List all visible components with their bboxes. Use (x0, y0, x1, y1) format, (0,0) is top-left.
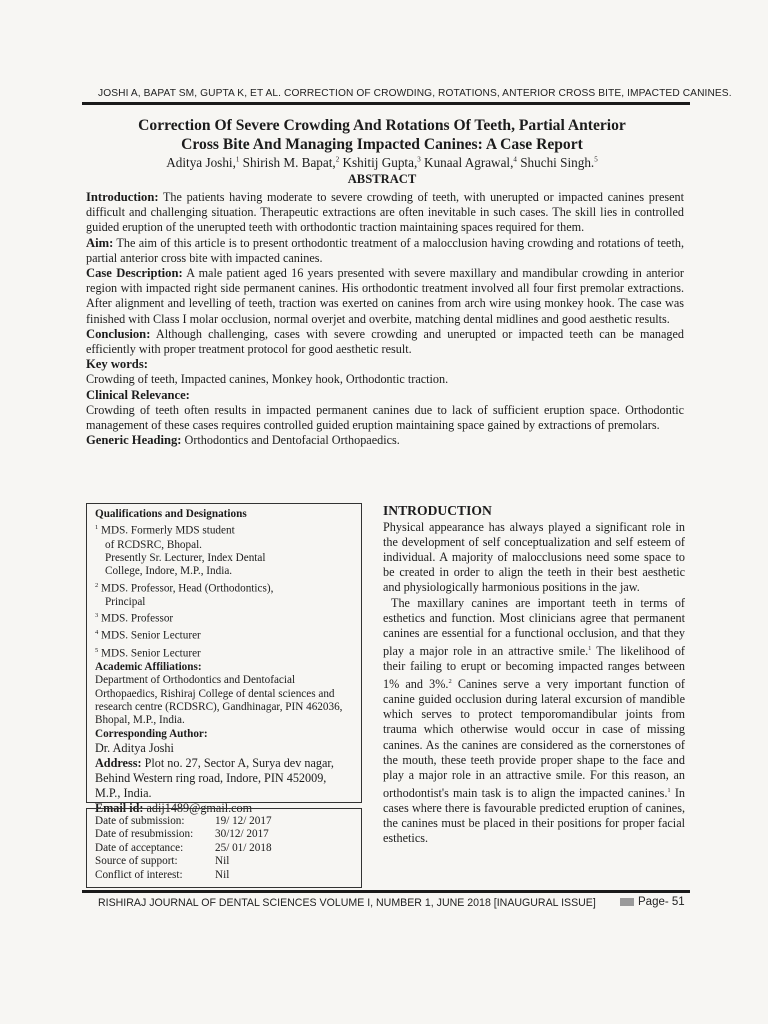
qual-sup: 2 (95, 581, 99, 589)
conclusion-label: Conclusion: (86, 326, 151, 341)
author-sup: 2 (335, 155, 340, 164)
generic-heading (86, 433, 684, 448)
qual-sup: 5 (95, 646, 99, 654)
intro-paragraph-2 (383, 596, 685, 847)
date-row (95, 815, 353, 828)
introduction-text: The patients having moderate to severe crowding of teeth, with unerupted or impacted canines present difficult and challenging situation. Therapeutic extractions are often inevitable in such cases. The skill lies in controlled guided eruption of the unerupted teeth with orthodontic traction maintaining spaces required for them. (86, 190, 684, 235)
dates-box (86, 808, 362, 888)
generic-label: Generic Heading: (86, 433, 182, 448)
conclusion-text: Although challenging, cases with severe crowding and unerupted or impacted teeth can be managed efficiently with proper treatment protocol for good aesthetic result. (86, 326, 684, 357)
author-sup: 3 (417, 155, 421, 164)
case-label: Case Description: (86, 266, 183, 281)
email-text[interactable]: adij1489@gmail.com (143, 801, 253, 816)
author-list (90, 155, 674, 171)
aim-text: The aim of this article is to present orthodontic treatment of a malocclusion having crowding and rotations of teeth, partial anterior cross bite with impacted canines. (86, 235, 684, 265)
date-value: Nil (215, 855, 230, 868)
date-row (95, 828, 353, 841)
citation-sup: 1 (588, 644, 592, 652)
keywords-label: Key words: (86, 357, 148, 372)
date-label: Date of resubmission: (95, 828, 194, 841)
qual-sup: 3 (95, 612, 99, 620)
qualification-1 (95, 521, 353, 538)
introduction-label: Introduction: (86, 190, 159, 204)
intro-text: The likelihood of their failing to erupt or becoming impacted ranges between 1% and 3%. (383, 643, 685, 692)
date-value: 30/12/ 2017 (215, 828, 269, 841)
citation-sup: 1 (667, 786, 671, 794)
address (95, 756, 353, 801)
date-label: Source of support: (95, 855, 178, 868)
author-name: Kshitij Gupta, (342, 155, 418, 170)
affiliations-text: Department of Orthodontics and Dentofacial Orthopaedics, Rishiraj College of dental sciences and research centre (RCDSRC), Gandhinagar, PIN 462036, Bhopal, M.P., India. (95, 674, 343, 727)
intro-paragraph-1: Physical appearance has always played a significant role in the development of self conceptualization and self esteem of individual. A majority of malocclusions need some space to be created in order to align the teeth in their best aesthetic and physiologically harmonious positions in the jaw. (383, 520, 685, 595)
qual-text: College, Indore, M.P., India. (105, 565, 233, 578)
intro-text: The maxillary canines are important teeth in terms of esthetics and function. Most clinicians agree that permanent canines are essential for a functional occlusion, and that they play a major role in an attractive smile. (383, 595, 685, 658)
abstract-introduction (86, 190, 684, 236)
corresponding-name: Dr. Aditya Joshi (95, 741, 174, 756)
clinical-text: Crowding of teeth often results in impacted permanent canines due to lack of sufficient eruption space. Orthodontic management of these cases requires controlled guided eruption maintaining space gained by extractions of premolars. (86, 402, 684, 433)
date-value: 25/ 01/ 2018 (215, 841, 272, 854)
author-name: Shirish M. Bapat, (242, 155, 336, 170)
date-label: Date of acceptance: (95, 841, 184, 854)
running-head: JOSHI A, BAPAT SM, GUPTA K, ET AL. CORRECTION OF CROWDING, ROTATIONS, ANTERIOR CROSS BITE, IMPACTED CANINES. (98, 88, 732, 99)
qual-text: Presently Sr. Lecturer, Index Dental (105, 551, 266, 564)
affiliations-heading: Academic Affiliations: (95, 660, 202, 673)
case-text: A male patient aged 16 years presented with severe maxillary and mandibular crowding in anterior region with impacted right side permanent canines. His orthodontic treatment involved all four first premolar extractions. After alignment and levelling of teeth, traction was exerted on canines from arch wire using monkey hook. The case was finished with Class I molar occlusion, normal overjet and overbite, matching dental midlines and good aesthetic results. (86, 266, 684, 326)
date-value: Nil (215, 868, 230, 881)
journal-footer: RISHIRAJ JOURNAL OF DENTAL SCIENCES VOLUME I, NUMBER 1, JUNE 2018 [INAUGURAL ISSUE] (98, 897, 596, 909)
intro-text: Canines serve a very important function of canine guided occlusion during lateral excursion of mandible which serves to protect temporomandibular joints from trauma which otherwise would occur in case of missing canines. As the canines are considered as the cornerstones of the mouth, these teeth provide proper shape to the face and play a major role in an attractive smile. For this reason, an orthodontist's main task is to align the impacted canines. (383, 677, 685, 800)
author-name: Aditya Joshi, (166, 155, 236, 170)
qual-sup: 1 (95, 524, 99, 532)
address-label: Address: (95, 756, 142, 771)
qual-text: MDS. Formerly MDS student (98, 525, 235, 538)
qual-text: MDS. Senior Lecturer (98, 647, 201, 660)
author-name: Shuchi Singh. (520, 155, 595, 170)
article-title (90, 116, 674, 154)
qualification-5 (95, 644, 353, 661)
generic-text: Orthodontics and Dentofacial Orthopaedics. (181, 433, 400, 448)
clinical-label: Clinical Relevance: (86, 387, 190, 402)
qualification-3 (95, 609, 353, 626)
date-row (95, 855, 353, 868)
page-marker-icon (620, 898, 634, 906)
intro-text: In cases where there is favourable predicted eruption of canines, the canines must be placed in their positions for proper facial esthetics. (383, 785, 685, 846)
qualifications-box (86, 503, 362, 816)
abstract-heading: ABSTRACT (347, 172, 417, 186)
date-row (95, 842, 353, 855)
corresponding-heading: Corresponding Author: (95, 727, 208, 740)
author-sup: 4 (513, 155, 517, 164)
clinical-heading (86, 388, 684, 403)
author-sup: 1 (235, 155, 240, 164)
address-text: Plot no. 27, Sector A, Surya dev nagar, Behind Western ring road, Indore, PIN 452009, M.P., India. (95, 756, 334, 801)
introduction-heading: INTRODUCTION (383, 503, 492, 518)
qualifications-heading: Qualifications and Designations (95, 508, 247, 520)
date-row (95, 869, 353, 882)
abstract (86, 190, 684, 448)
qual-text: Principal (105, 595, 146, 608)
qual-text: MDS. Senior Lecturer (98, 630, 201, 643)
introduction-column (383, 503, 685, 846)
title-line-2: Cross Bite And Managing Impacted Canines: A Case Report (181, 136, 583, 153)
qual-text: MDS. Professor (98, 613, 174, 626)
abstract-case (86, 266, 684, 327)
author-name: Kunaal Agrawal, (424, 155, 514, 170)
email-label: Email id: (95, 801, 144, 816)
citation-sup: 2 (448, 678, 452, 686)
qual-text: MDS. Professor, Head (Orthodontics), (98, 582, 274, 595)
page-number (620, 896, 685, 908)
page-number-text: Page- 51 (638, 896, 685, 908)
date-value: 19/ 12/ 2017 (215, 815, 272, 827)
bottom-rule (82, 890, 690, 893)
keywords-heading (86, 357, 684, 372)
author-sup: 5 (594, 155, 598, 164)
qualification-2 (95, 579, 353, 596)
qualification-4 (95, 626, 353, 643)
aim-label: Aim: (86, 235, 114, 250)
abstract-aim (86, 236, 684, 266)
abstract-conclusion (86, 327, 684, 357)
date-label: Conflict of interest: (95, 868, 183, 881)
qual-sup: 4 (95, 629, 99, 637)
keywords-text: Crowding of teeth, Impacted canines, Monkey hook, Orthodontic traction. (86, 372, 449, 387)
top-rule (82, 102, 690, 105)
qual-text: of RCDSRC, Bhopal. (105, 538, 202, 551)
title-line-1: Correction Of Severe Crowding And Rotations Of Teeth, Partial Anterior (138, 117, 626, 134)
date-label: Date of submission: (95, 815, 185, 827)
